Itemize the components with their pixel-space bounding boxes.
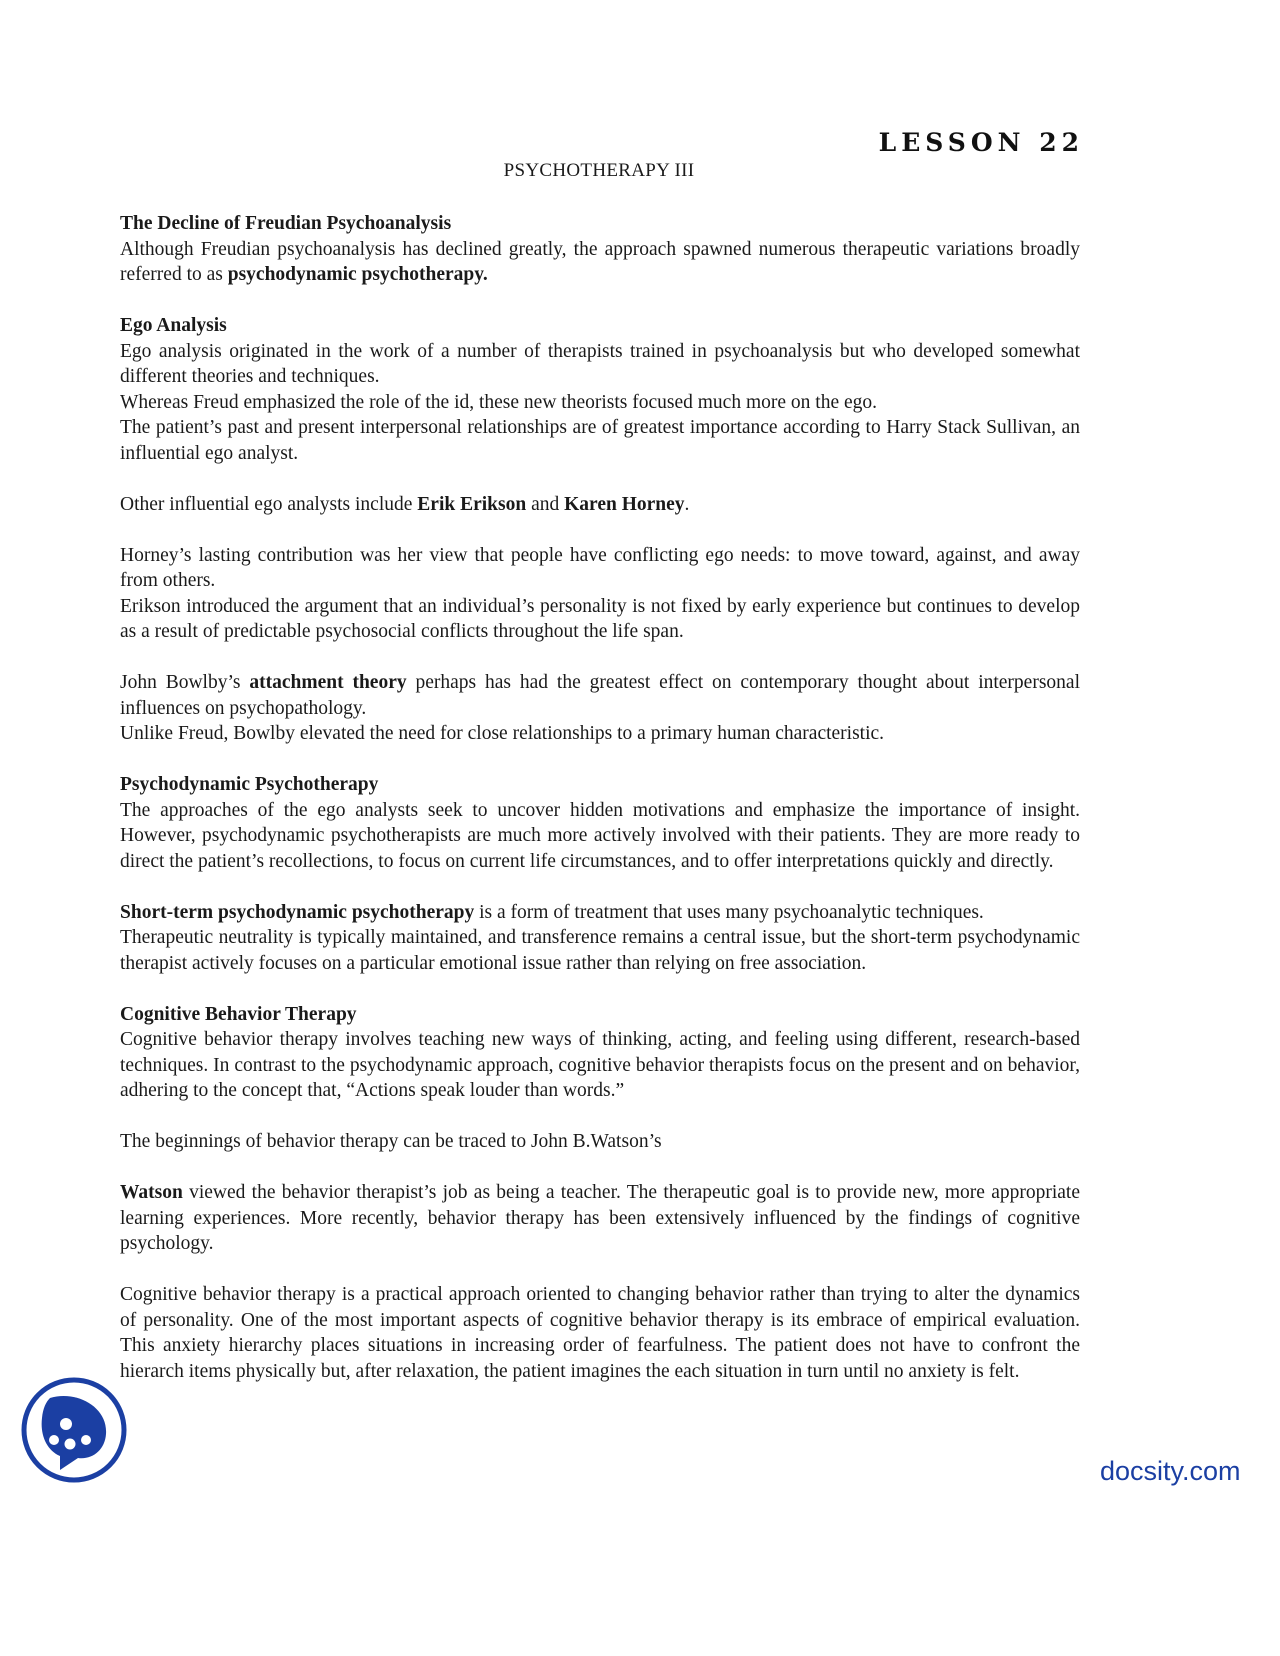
text: Although Freudian psychoanalysis has declined greatly, the approach spawned numerous therapeutic variations broadly referred to as — [120, 238, 1080, 285]
text: Other influential ego analysts include — [120, 493, 418, 515]
paragraph — [120, 670, 1080, 721]
text: and — [526, 493, 565, 515]
paragraph — [120, 1180, 1080, 1257]
bold-term: psychodynamic psychotherapy. — [227, 264, 488, 285]
paragraph: Therapeutic neutrality is typically maintained, and transference remains a central issue, but the short-term psychodynamic therapist actively focuses on a particular emotional issue rather than relying on free association. — [120, 927, 1080, 974]
bold-term: Watson — [120, 1182, 183, 1203]
bold-term: attachment theory — [249, 672, 407, 693]
docsity-logo-icon — [20, 1376, 128, 1484]
bold-term: Erik Erikson — [417, 493, 527, 515]
paragraph: The patient’s past and present interpersonal relationships are of greatest importance according to Harry Stack Sullivan, an influential ego analyst. — [120, 417, 1080, 464]
paragraph: Ego analysis originated in the work of a number of therapists trained in psychoanalysis but who developed somewhat different theories and techniques. — [120, 340, 1080, 387]
text: is a form of treatment that uses many psychoanalytic techniques. — [474, 901, 984, 923]
text: . — [684, 493, 690, 515]
paragraph: The beginnings of behavior therapy can be traced to John B.Watson’s — [120, 1131, 662, 1152]
docsity-watermark-text[interactable]: docsity.com — [1100, 1456, 1241, 1486]
paragraph — [120, 900, 1080, 926]
paragraph: Horney’s lasting contribution was her view that people have conflicting ego needs: to move toward, against, and away from others. — [120, 544, 1080, 591]
text: John Bowlby’s — [120, 672, 250, 693]
section-heading-ego-analysis: Ego Analysis — [120, 315, 227, 336]
paragraph — [120, 237, 1080, 288]
document-body — [120, 211, 1080, 1384]
paragraph: Whereas Freud emphasized the role of the id, these new theorists focused much more on the ego. — [120, 391, 878, 413]
paragraph — [120, 492, 1080, 518]
paragraph: Cognitive behavior therapy is a practical approach oriented to changing behavior rather than trying to alter the dynamics of personality. One of the most important aspects of cognitive behavior therapy is its embrace of empirical evaluation. This anxiety hierarchy places situations in increasing order of fearfulness. The patient does not have to confront the hierarch items physically but, after relaxation, the patient imagines the each situation in turn until no anxiety is felt. — [120, 1284, 1080, 1382]
bold-term: Karen Horney — [564, 493, 685, 515]
paragraph: Unlike Freud, Bowlby elevated the need for close relationships to a primary human characteristic. — [120, 723, 885, 744]
lesson-number: LESSON 22 — [878, 128, 1084, 157]
text: viewed the behavior therapist’s job as being a teacher. The therapeutic goal is to provide new, more appropriate learning experiences. More recently, behavior therapy has been extensively influenced by the findings of cognitive psychology. — [120, 1182, 1080, 1254]
page-title: PSYCHOTHERAPY III — [503, 160, 695, 181]
section-heading-decline: The Decline of Freudian Psychoanalysis — [120, 213, 452, 234]
section-heading-cbt: Cognitive Behavior Therapy — [120, 1003, 357, 1025]
section-heading-psychodynamic: Psychodynamic Psychotherapy — [120, 774, 379, 795]
text: perhaps has had the greatest effect on contemporary thought about interpersonal influences on psychopathology. — [120, 672, 1080, 719]
paragraph: Erikson introduced the argument that an individual’s personality is not fixed by early experience but continues to develop as a result of predictable psychosocial conflicts throughout the life span. — [120, 595, 1080, 642]
paragraph: Cognitive behavior therapy involves teaching new ways of thinking, acting, and feeling using different, research-based techniques. In contrast to the psychodynamic approach, cognitive behavior therapists focus on the present and on behavior, adhering to the concept that, “Actions speak louder than words.” — [120, 1029, 1080, 1101]
paragraph: The approaches of the ego analysts seek to uncover hidden motivations and emphasize the importance of insight. However, psychodynamic psychotherapists are much more actively involved with their patients. They are more ready to direct the patient’s recollections, to focus on current life circumstances, and to offer interpretations quickly and directly. — [120, 799, 1080, 872]
bold-term: Short-term psychodynamic psychotherapy — [120, 901, 475, 923]
